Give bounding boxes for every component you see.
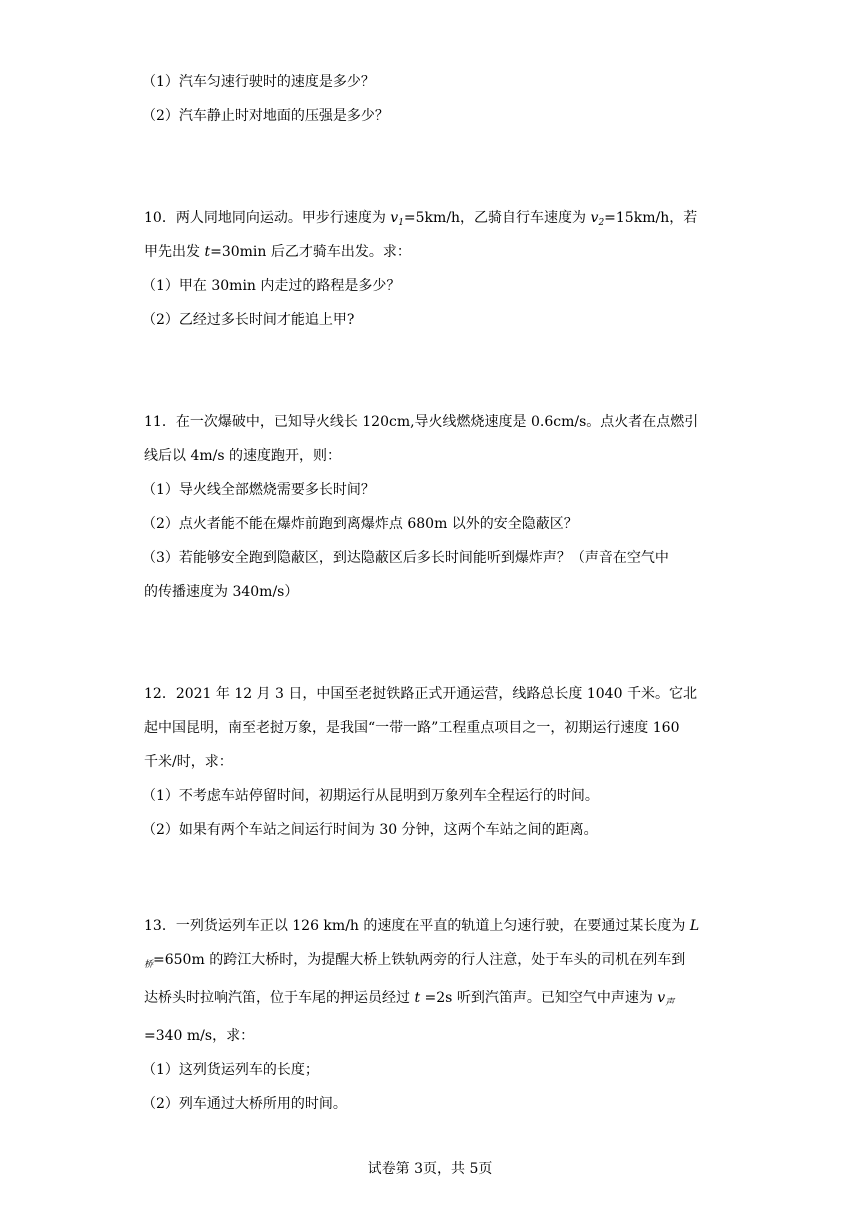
- q10-part1: （1）甲在 30min 内走过的路程是多少？: [142, 278, 401, 294]
- q13-stem-line3: [144, 988, 674, 1013]
- q9-part2: （2）汽车静止时对地面的压强是多少？: [142, 108, 389, 124]
- q13-text: 达桥头时拉响汽笛，位于车尾的押运员经过: [144, 990, 415, 1006]
- q12-part2: （2）如果有两个车站之间运行时间为 30 分钟，这两个车站之间的距离。: [142, 822, 598, 838]
- q13-part2: （2）列车通过大桥所用的时间。: [142, 1096, 347, 1112]
- q10-text: 甲先出发: [144, 244, 205, 260]
- q12-part1: （1）不考虑车站停留时间，初期运行从昆明到万象列车全程运行的时间。: [142, 788, 599, 804]
- q13-part1: （1）这列货运列车的长度；: [142, 1062, 319, 1078]
- q12-stem-line2: 起中国昆明，南至老挝万象，是我国“一带一路”工程重点项目之一，初期运行速度 160: [144, 720, 680, 736]
- q10-text: =30min 后乙才骑车出发。求：: [210, 244, 411, 260]
- q10-text: 10．两人同地同向运动。甲步行速度为: [144, 210, 391, 226]
- q11-stem-line2: 线后以 4m/s 的速度跑开，则：: [144, 448, 341, 464]
- q11-part3-line1: （3）若能够安全跑到隐蔽区，到达隐蔽区后多长时间能听到爆炸声？（声音在空气中: [142, 550, 669, 566]
- q11-part2: （2）点火者能不能在爆炸前跑到离爆炸点 680m 以外的安全隐蔽区？: [142, 516, 578, 532]
- q10-t-symbol: t: [204, 244, 211, 260]
- q12-stem-line1: 12．2021 年 12 月 3 日，中国至老挝铁路正式开通运营，线路总长度 1040 千米。它北: [144, 686, 697, 702]
- q12-stem-line3: 千米/时，求：: [144, 754, 233, 770]
- q11-part3-line2: 的传播速度为 340m/s）: [144, 584, 299, 600]
- q13-stem-line2: [144, 950, 685, 975]
- q9-part1: （1）汽车匀速行驶时的速度是多少？: [142, 74, 375, 90]
- q13-stem-line4: =340 m/s，求：: [144, 1028, 255, 1044]
- q13-text: =2s 听到汽笛声。已知空气中声速为: [420, 990, 658, 1006]
- q10-v2-symbol: v: [590, 210, 599, 226]
- page-footer: 试卷第 3页，共 5页: [367, 1161, 493, 1177]
- q13-L-symbol: L: [689, 918, 700, 934]
- q10-stem-line2: [144, 242, 411, 262]
- q10-v1-symbol: v: [390, 210, 399, 226]
- q13-stem-line1: [144, 916, 699, 936]
- q13-v-subscript: 声: [665, 998, 675, 1008]
- q10-text: =15km/h，若: [604, 210, 698, 226]
- q10-stem-line1: [144, 208, 697, 233]
- q10-v1-subscript: 1: [398, 218, 404, 228]
- q10-part2: （2）乙经过多长时间才能追上甲?: [142, 312, 355, 328]
- q13-L-subscript: 桥: [144, 960, 154, 970]
- q10-v2-subscript: 2: [598, 218, 605, 228]
- q13-text: 13．一列货运列车正以 126 km/h 的速度在平直的轨道上匀速行驶，在要通过某长度为: [144, 918, 690, 934]
- q10-text: =5km/h，乙骑自行车速度为: [403, 210, 591, 226]
- q13-text: =650m 的跨江大桥时，为提醒大桥上铁轨两旁的行人注意，处于车头的司机在列车到: [153, 952, 686, 968]
- q11-part1: （1）导火线全部燃烧需要多长时间？: [142, 482, 375, 498]
- q13-t-symbol: t: [414, 990, 421, 1006]
- q13-v-symbol: v: [657, 990, 666, 1006]
- q11-stem-line1: 11．在一次爆破中，已知导火线长 120cm,导火线燃烧速度是 0.6cm/s。点火者在点燃引: [144, 414, 699, 430]
